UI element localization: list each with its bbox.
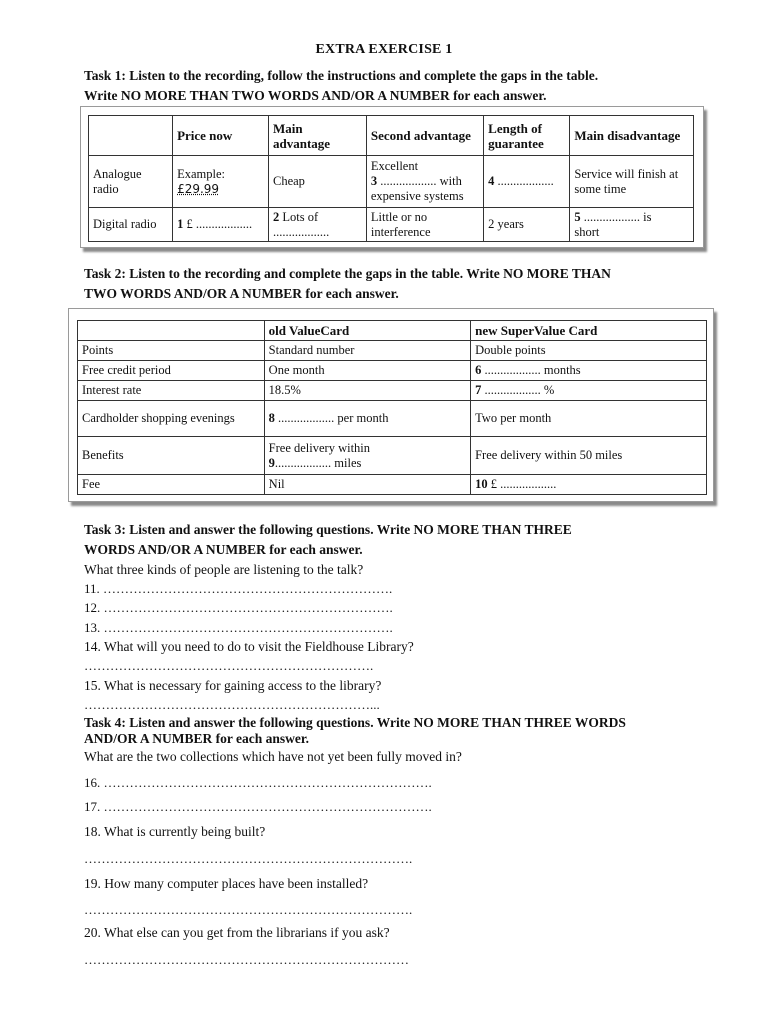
cell-new: Free delivery within 50 miles [471,437,707,475]
example-label: Example: [177,166,225,181]
cell-new [471,361,707,381]
gap-number: 7 [475,383,482,397]
gap-text: .................. % [484,383,555,397]
gap-text: .................. with [380,174,462,188]
question-20: 20. What else can you get from the librarians if you ask? [84,925,390,940]
task3-heading [84,520,724,560]
task1-table-image [80,106,704,248]
question-15: 15. What is necessary for gaining access to the library? [84,678,382,693]
answer-line-14: …………………………………………………………. [84,658,374,673]
task4-question: What are the two collections which have not yet been fully moved in? [84,749,462,764]
gap-text: .................. [272,224,330,239]
question-19: 19. How many computer places have been installed? [84,876,369,891]
task1-row-digital [89,208,694,242]
task2-heading [84,264,724,304]
task4-heading [84,713,724,749]
task1-heading [84,66,724,106]
question-18: 18. What is currently being built? [84,824,266,839]
gap-number: 3 [370,174,378,188]
row-label: Points [78,341,265,361]
row-label: Analogue radio [89,156,173,208]
task1-header-row [89,116,694,156]
task1-col-main-adv: Main advantage [268,116,366,156]
task2-row-points [78,341,707,361]
task2-heading-line1: Task 2: Listen to the recording and complete the gaps in the table. Write NO MORE THAN [84,266,611,281]
cell-main-adv: Cheap [268,156,366,208]
row-label: Interest rate [78,381,265,401]
row-label: Digital radio [89,208,173,242]
cell-old [264,401,470,437]
gap-text: .................. miles [274,455,362,470]
gap-text: £ .................. [490,477,557,491]
gap-number: 9 [268,455,275,470]
task1-row-analogue [89,156,694,208]
gap-number: 5 [574,209,581,224]
answer-line-13: 13. …………………………………………………………. [84,620,393,635]
answer-line-16: 16. …………………………………………………………………. [84,775,432,790]
task1-col-guarantee: Length of guarantee [484,116,570,156]
task2-table [77,320,707,495]
cell-new [471,381,707,401]
cell-main-adv [268,208,366,242]
task2-table-image [68,308,714,502]
task2-row-interest [78,381,707,401]
cell-guarantee [484,156,570,208]
task1-heading-line1: Task 1: Listen to the recording, follow the instructions and complete the gaps in the table. [84,68,599,83]
gap-line [273,210,362,225]
cell-new [471,475,707,495]
task2-header-row [78,321,707,341]
task2-row-credit [78,361,707,381]
text-line: Excellent [370,159,419,173]
gap-line [269,456,466,471]
row-label: Cardholder shopping evenings [78,401,265,437]
task1-col-blank [89,116,173,156]
text-line: Free delivery within [268,440,371,455]
cell-new: Two per month [471,401,707,437]
task2-col-blank [78,321,265,341]
cell-second-adv: Little or no interference [366,208,483,242]
cell-guarantee: 2 years [484,208,570,242]
task3-question: What three kinds of people are listening to the talk? [84,562,364,577]
answer-line-12: 12. …………………………………………………………. [84,600,393,615]
gap-text: .................. months [484,363,581,377]
task3-heading-line2: WORDS AND/OR A NUMBER for each answer. [84,542,363,557]
task2-col-old: old ValueCard [264,321,470,341]
text-line: expensive systems [370,189,464,203]
gap-number: 2 [272,209,280,224]
gap-text: .................. [497,174,554,188]
task3-heading-line1: Task 3: Listen and answer the following questions. Write NO MORE THAN THREE [84,522,572,537]
gap-text: .................. is [583,209,652,224]
row-label: Benefits [78,437,265,475]
cell-old: 18.5% [264,381,470,401]
answer-line-18: …………………………………………………………………. [84,851,413,866]
task2-heading-line2: TWO WORDS AND/OR A NUMBER for each answer. [84,286,399,301]
answer-line-11: 11. …………………………………………………………. [84,581,393,596]
cell-second-adv [366,156,483,208]
answer-line-15: …………………………………………………………... [84,697,380,712]
cell-old: One month [264,361,470,381]
cell-old [264,437,470,475]
text-line: short [574,224,600,239]
task4-heading-line2: AND/OR A NUMBER for each answer. [84,731,309,746]
cell-price [173,156,269,208]
task1-table [88,115,694,242]
answer-line-17: 17. …………………………………………………………………. [84,799,432,814]
task2-col-new: new SuperValue Card [471,321,707,341]
answer-line-20: ………………………………………………………………… [84,952,409,967]
gap-number: 8 [268,411,275,425]
cell-old: Standard number [264,341,470,361]
gap-number: 10 [475,477,488,491]
row-label: Free credit period [78,361,265,381]
task2-row-benefits [78,437,707,475]
task1-heading-line2: Write NO MORE THAN TWO WORDS AND/OR A NUMBER for each answer. [84,88,547,103]
gap-number: 4 [488,174,495,188]
answer-line-19: …………………………………………………………………. [84,902,413,917]
cell-price [173,208,269,242]
gap-text: £ .................. [186,217,253,231]
task2-row-fee [78,475,707,495]
cell-old: Nil [264,475,470,495]
gap-number: 6 [475,363,482,377]
example-answer: £29.99 [177,181,220,196]
gap-text: Lots of [282,209,319,224]
cell-disadv [570,208,694,242]
task1-col-second-adv: Second advantage [366,116,483,156]
task1-col-disadv: Main disadvantage [570,116,694,156]
row-label: Fee [78,475,265,495]
task2-row-evenings [78,401,707,437]
gap-number: 1 [177,217,184,231]
task4-heading-line1: Task 4: Listen and answer the following questions. Write NO MORE THAN THREE WORDS [84,715,626,730]
gap-text: .................. per month [278,411,389,425]
cell-new: Double points [471,341,707,361]
gap-line [371,174,479,189]
question-14: 14. What will you need to do to visit the Fieldhouse Library? [84,639,414,654]
gap-line [574,210,689,225]
page-title: EXTRA EXERCISE 1 [315,42,453,57]
cell-disadv: Service will finish at some time [570,156,694,208]
task1-col-price: Price now [173,116,269,156]
